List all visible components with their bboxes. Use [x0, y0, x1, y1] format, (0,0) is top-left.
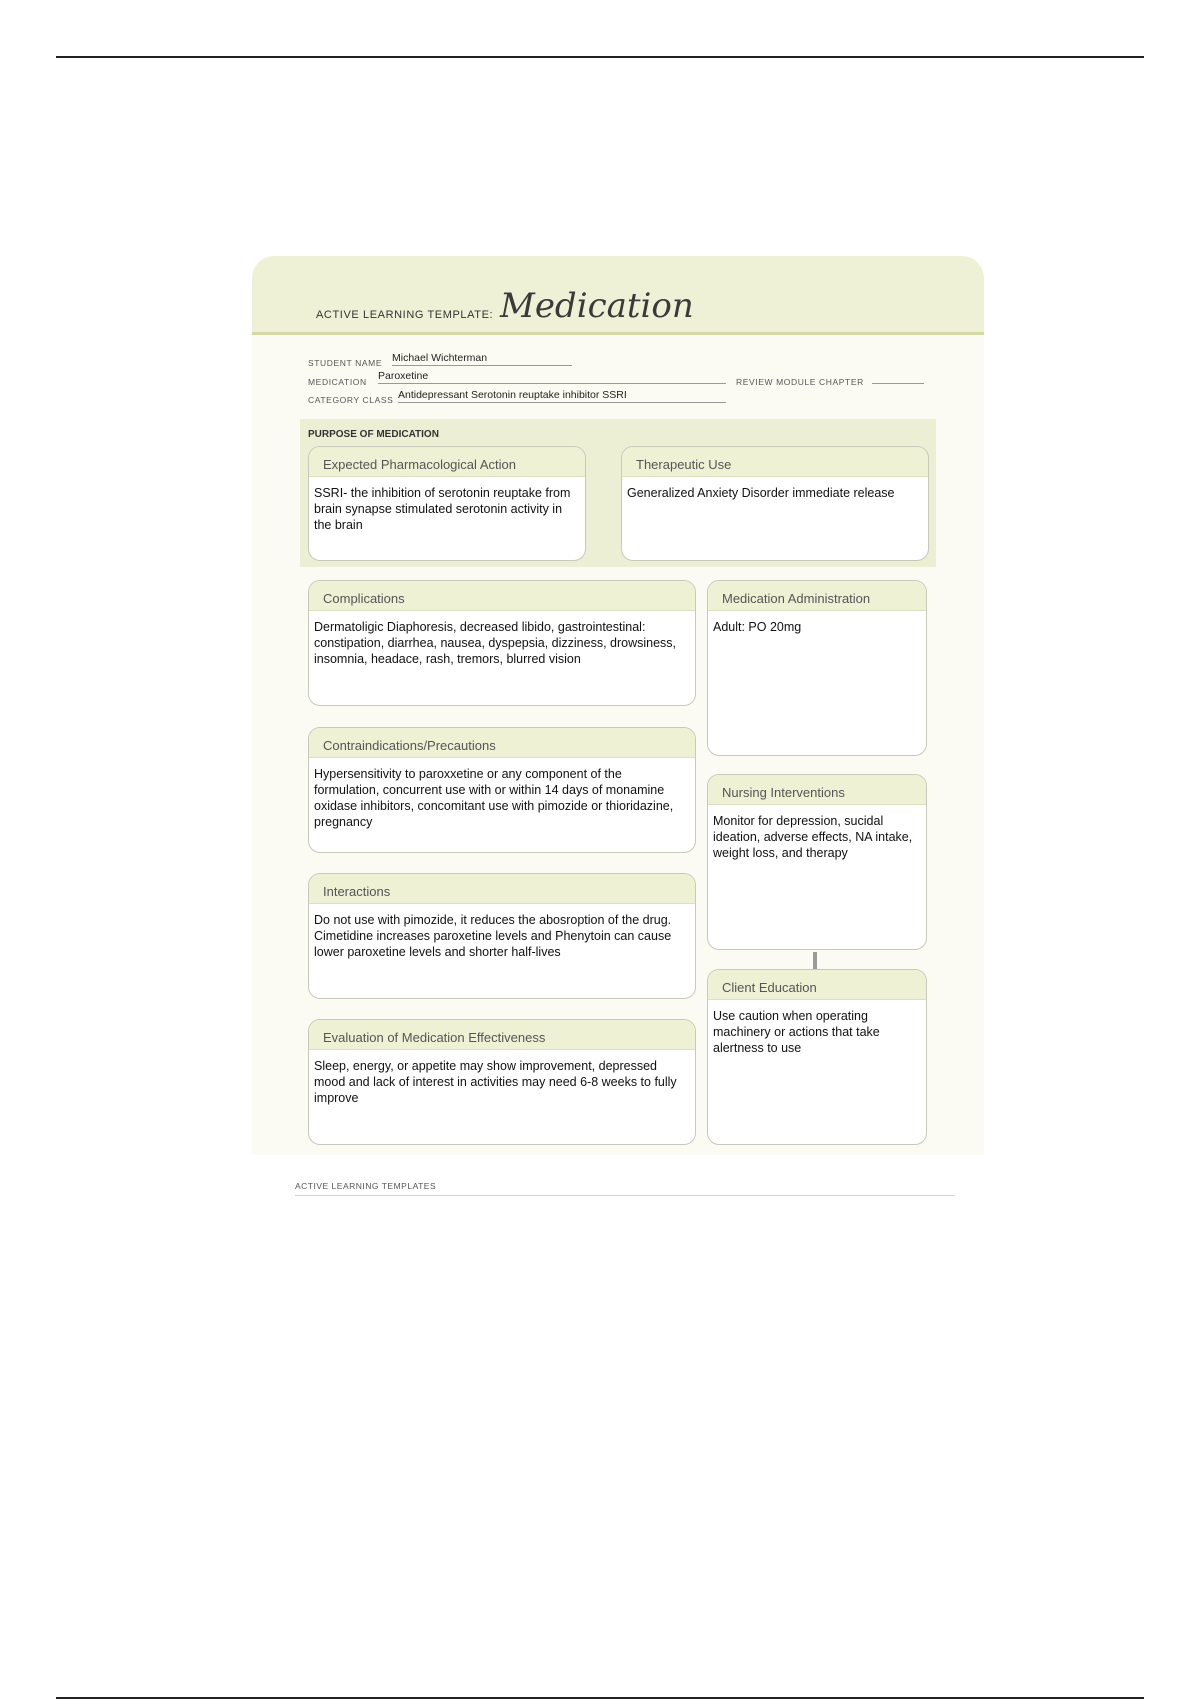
complications-box — [308, 580, 696, 706]
complications-title: Complications — [309, 581, 695, 611]
contraindications-title: Contraindications/Precautions — [309, 728, 695, 758]
therapeutic-use-box — [621, 446, 929, 561]
expected-action-text: SSRI- the inhibition of serotonin reuptake from brain synapse stimulated serotonin activity in the brain — [314, 486, 571, 532]
template-header — [252, 256, 984, 335]
expected-action-box — [308, 446, 586, 561]
complications-text: Dermatoligic Diaphoresis, decreased libido, gastrointestinal: constipation, diarrhea, nausea, dyspepsia, dizziness, drowsiness, insomnia, headace, rash, tremors, blurred vision — [314, 620, 677, 666]
therapeutic-use-title: Therapeutic Use — [622, 447, 928, 477]
client-education-box — [707, 969, 927, 1145]
interactions-title: Interactions — [309, 874, 695, 904]
medication-template-sheet — [252, 256, 984, 1196]
client-education-title: Client Education — [708, 970, 926, 1000]
nursing-interventions-box — [707, 774, 927, 950]
footer-label: ACTIVE LEARNING TEMPLATES — [295, 1181, 437, 1191]
student-name-label: STUDENT NAME — [308, 358, 383, 368]
interactions-text: Do not use with pimozide, it reduces the abosroption of the drug. Cimetidine increases paroxetine levels and Phenytoin can cause lower paroxetine levels and shorter half-lives — [314, 913, 672, 959]
client-education-text: Use caution when operating machinery or actions that take alertness to use — [713, 1009, 880, 1055]
category-class-label: CATEGORY CLASS — [308, 395, 394, 405]
top-rule — [56, 56, 1144, 58]
evaluation-box — [308, 1019, 696, 1145]
medication-value: Paroxetine — [378, 370, 726, 384]
template-label: ACTIVE LEARNING TEMPLATE: — [316, 309, 494, 321]
connector-line — [813, 952, 817, 969]
review-module-value — [872, 370, 924, 384]
nursing-interventions-text: Monitor for depression, sucidal ideation, adverse effects, NA intake, weight loss, and therapy — [713, 814, 913, 860]
nursing-interventions-title: Nursing Interventions — [708, 775, 926, 805]
medication-administration-box — [707, 580, 927, 756]
template-title: Medication — [500, 286, 694, 326]
medication-administration-title: Medication Administration — [708, 581, 926, 611]
evaluation-text: Sleep, energy, or appetite may show improvement, depressed mood and lack of interest in activities may need 6-8 weeks to fully improve — [314, 1059, 677, 1105]
interactions-box — [308, 873, 696, 999]
bottom-rule — [56, 1697, 1144, 1699]
medication-administration-text: Adult: PO 20mg — [713, 620, 802, 634]
student-name-value: Michael Wichterman — [392, 352, 572, 366]
review-module-label: REVIEW MODULE CHAPTER — [736, 377, 864, 387]
contraindications-text: Hypersensitivity to paroxxetine or any component of the formulation, concurrent use with or within 14 days of monamine oxidase inhibitors, concomitant use with pimozide or thioridazine, pregnancy — [314, 767, 674, 829]
medication-label: MEDICATION — [308, 377, 367, 387]
purpose-title: PURPOSE OF MEDICATION — [308, 429, 439, 440]
evaluation-title: Evaluation of Medication Effectiveness — [309, 1020, 695, 1050]
category-class-value: Antidepressant Serotonin reuptake inhibitor SSRI — [398, 389, 726, 403]
expected-action-title: Expected Pharmacological Action — [309, 447, 585, 477]
footer-line — [295, 1195, 955, 1196]
therapeutic-use-text: Generalized Anxiety Disorder immediate release — [627, 486, 895, 500]
contraindications-box — [308, 727, 696, 853]
